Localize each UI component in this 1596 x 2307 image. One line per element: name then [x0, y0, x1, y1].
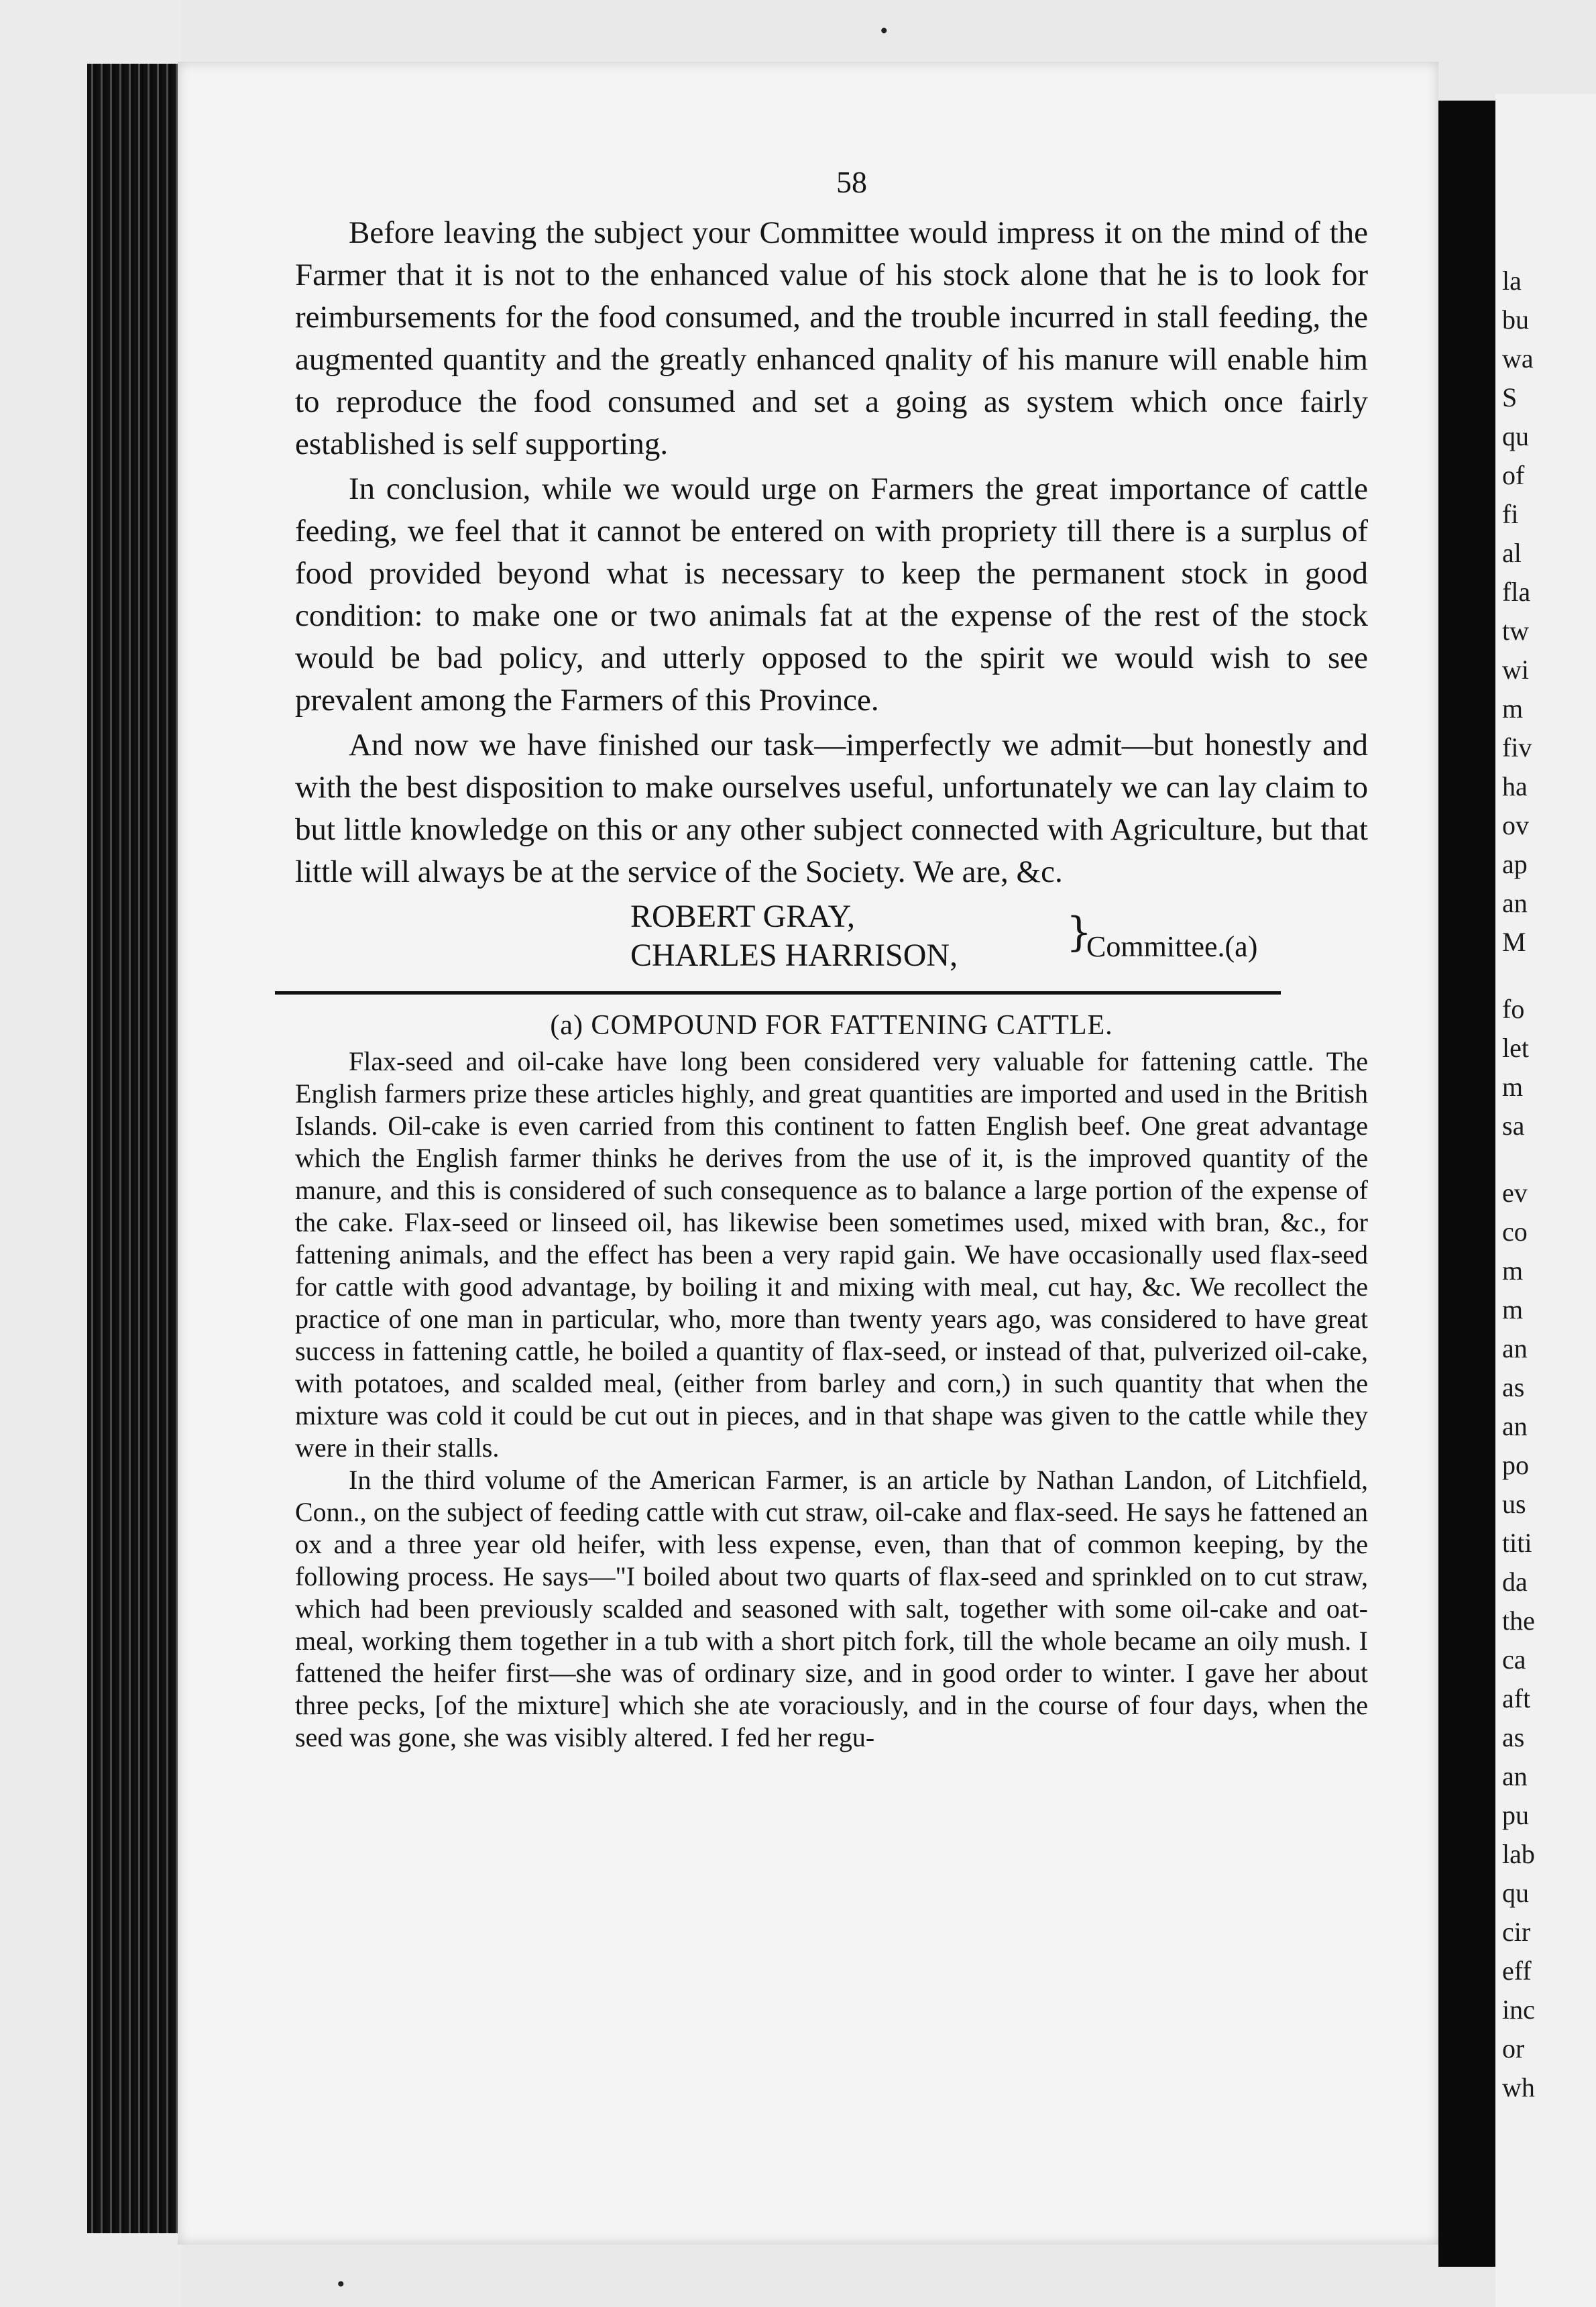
adjacent-page-fragment: wa	[1502, 343, 1534, 374]
adjacent-page-fragment: ev	[1502, 1178, 1528, 1208]
adjacent-page-fragment: as	[1502, 1722, 1525, 1752]
adjacent-page-fragment: an	[1502, 1411, 1528, 1441]
adjacent-page-fragment: the	[1502, 1606, 1535, 1636]
adjacent-page-fragment: m	[1502, 1255, 1524, 1286]
adjacent-page-fragment: aft	[1502, 1683, 1531, 1713]
page-content	[295, 164, 1368, 1754]
adjacent-page-fragment: wi	[1502, 655, 1529, 685]
adjacent-page-fragment: ca	[1502, 1644, 1526, 1675]
note-paragraph: In the third volume of the American Farmer, is an article by Nathan Landon, of Litchfield, Conn., on the subject of feeding cattle with cut straw, oil-cake and flax-seed. He says he fattened an ox and a three year old heifer, with less expense, even, than that of common keeping, by the following process. He says—"I boiled about two quarts of flax-seed and sprinkled on to cut straw, which had been previously scalded and seasoned with salt, together with some oil-cake and oat-meal, working them together in a tub with a short pitch fork, till the whole became an oily mush. I fattened the heifer first—she was of ordinary size, and in good order to winter. I gave her about three pecks, [of the mixture] which she ate voraciously, and in the course of four days, when the seed was gone, she was visibly altered. I fed her regu-	[295, 1465, 1368, 1752]
adjacent-page-fragment: as	[1502, 1372, 1525, 1402]
adjacent-page-fragment: of	[1502, 460, 1525, 490]
book-gutter	[1438, 101, 1495, 2267]
adjacent-page-fragment: po	[1502, 1450, 1529, 1480]
signature-block	[295, 897, 1368, 991]
note-heading: (a) COMPOUND FOR FATTENING CATTLE.	[550, 1010, 1113, 1041]
signatories	[630, 897, 958, 975]
adjacent-page-fragment: inc	[1502, 1994, 1535, 2025]
adjacent-page-fragment: S	[1502, 382, 1518, 412]
scan-speck: •	[878, 20, 890, 42]
adjacent-page-fragment: lab	[1502, 1839, 1535, 1869]
adjacent-page-fragment: wh	[1502, 2072, 1535, 2102]
adjacent-page-fragment: al	[1502, 538, 1522, 568]
adjacent-page-fragment: eff	[1502, 1956, 1532, 1986]
adjacent-page-fragment: qu	[1502, 1878, 1529, 1908]
adjacent-page-fragment: m	[1502, 693, 1524, 724]
adjacent-page-fragment: fo	[1502, 994, 1525, 1024]
page-number: 58	[836, 165, 867, 199]
adjacent-page	[1495, 94, 1596, 2307]
adjacent-page-fragment: bu	[1502, 304, 1529, 335]
signatory-name: CHARLES HARRISON,	[630, 938, 958, 973]
committee-label: Committee.(a)	[1086, 930, 1258, 963]
book-page-edges	[87, 64, 181, 2233]
adjacent-page-fragment: cir	[1502, 1917, 1531, 1947]
signatory-name: ROBERT GRAY,	[630, 899, 856, 934]
adjacent-page-fragment: m	[1502, 1294, 1524, 1325]
adjacent-page-fragment: qu	[1502, 421, 1529, 451]
adjacent-page-fragment: sa	[1502, 1111, 1525, 1141]
body-paragraph: And now we have finished our task—imperfectly we admit—but honestly and with the best disposition to make ourselves useful, unfortunately we can lay claim to but little knowledge on this or any other subject connected with Agriculture, but that little will always be at the service of the Society. We are, &c.	[295, 728, 1368, 889]
adjacent-page-fragment: tw	[1502, 616, 1529, 646]
body-paragraph: In conclusion, while we would urge on Farmers the great importance of cattle feeding, we feel that it cannot be entered on with propriety till there is a surplus of food provided beyond what is necessary to keep the permanent stock in good condition: to make one or two animals fat at the expense of the rest of the stock would be bad policy, and utterly opposed to the spirit we would wish to see prevalent among the Farmers of this Province.	[295, 471, 1368, 718]
adjacent-page-fragment: let	[1502, 1033, 1529, 1063]
adjacent-page-fragment: titi	[1502, 1528, 1532, 1558]
adjacent-page-fragment: ov	[1502, 810, 1529, 840]
adjacent-page-fragment: fiv	[1502, 732, 1532, 763]
note-paragraph: Flax-seed and oil-cake have long been considered very valuable for fattening cattle. The English farmers prize these articles highly, and great quantities are imported and used in the British Islands. Oil-cake is even carried from this continent to fatten English beef. One great advantage which the English farmer thinks he derives from the use of it, is the improved quantity of the manure, and this is considered of such consequence as to balance a large portion of the expense of the cake. Flax-seed or linseed oil, has likewise been sometimes used, mixed with bran, &c., for fattening animals, and the effect has been a very rapid gain. We have occasionally used flax-seed for cattle with good advantage, by boiling it and mixing with meal, cut hay, &c. We recollect the practice of one man in particular, who, more than twenty years ago, was considered to have great success in fattening cattle, he boiled a quantity of flax-seed, or instead of that, pulverized oil-cake, with potatoes, and scalded meal, (either from barley and corn,) in such quantity that when the mixture was cold it could be cut out in pieces, and in that shape was given to the cattle while they were in their stalls.	[295, 1046, 1368, 1463]
adjacent-page-fragment: co	[1502, 1217, 1528, 1247]
body-paragraph: Before leaving the subject your Committee would impress it on the mind of the Farmer that it is not to the enhanced value of his stock alone that he is to look for reimbursements for the food consumed, and the trouble incurred in stall feeding, the augmented quantity and the greatly enhanced qnality of his manure will enable him to reproduce the food consumed and set a going as system which once fairly established is self supporting.	[295, 215, 1368, 461]
brace-glyph: }	[1066, 909, 1092, 956]
adjacent-page-fragment: fla	[1502, 577, 1531, 607]
adjacent-page-fragment: m	[1502, 1072, 1524, 1102]
adjacent-page-fragment: us	[1502, 1489, 1526, 1519]
adjacent-page-fragment: an	[1502, 1333, 1528, 1363]
adjacent-page-fragment: da	[1502, 1567, 1528, 1597]
adjacent-page-fragment: M	[1502, 927, 1526, 957]
section-divider	[275, 991, 1281, 995]
adjacent-page-fragment: ap	[1502, 849, 1528, 879]
adjacent-page-fragment: ha	[1502, 771, 1528, 801]
scan-speck: •	[335, 2273, 347, 2296]
adjacent-page-fragment: pu	[1502, 1800, 1529, 1830]
adjacent-page-fragment: or	[1502, 2033, 1525, 2064]
adjacent-page-fragment: an	[1502, 888, 1528, 918]
adjacent-page-fragment: fi	[1502, 499, 1519, 529]
adjacent-page-fragment: an	[1502, 1761, 1528, 1791]
adjacent-page-fragment: la	[1502, 266, 1522, 296]
